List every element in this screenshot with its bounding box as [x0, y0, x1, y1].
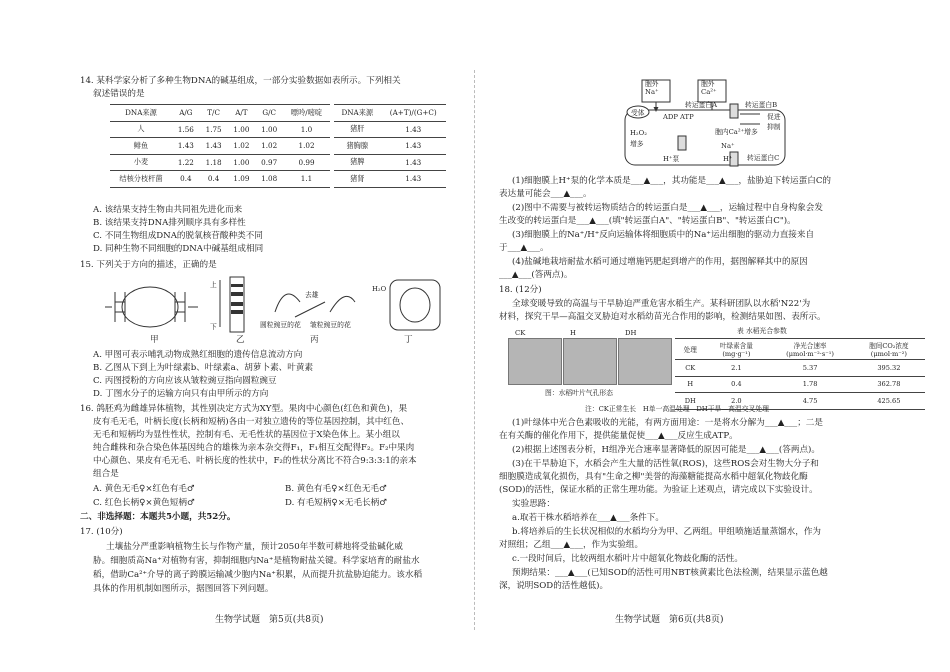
table-header-cell: 处理 — [675, 339, 705, 360]
q15-fig-text-emasculate: 去雄 — [305, 291, 319, 299]
table-cell: 结核分枝杆菌 — [110, 171, 172, 188]
table-cell: 0.4 — [200, 171, 228, 188]
q15-label-bing: 丙 — [310, 335, 319, 345]
table-row — [334, 121, 446, 138]
diagram-adp: ADP — [663, 113, 678, 121]
table-cell: 1.09 — [228, 171, 256, 188]
q14-stem-line1: 14. 某科学家分析了多种生物DNA的碱基组成，一部分实验数据如表所示。下列相关 — [80, 76, 401, 86]
img-label-dh: DH — [625, 329, 637, 337]
q14-stem-line2: 叙述错误的是 — [93, 89, 145, 99]
table-cell: 1.43 — [381, 121, 446, 138]
diagram-inhibit: 抑制 — [767, 123, 781, 131]
q17-part3-line2: 于___▲___。 — [499, 243, 549, 253]
diagram-box-na: 胞外 Na⁺ — [645, 80, 659, 96]
table-cell: H — [675, 376, 705, 393]
right-page — [475, 0, 950, 672]
q18-line4: (3)在干旱胁迫下，水稻会产生大量的活性氧(ROS)，这些ROS会对生物大分子和 — [512, 459, 819, 469]
q14-option-b: B. 该结果支持DNA排列顺序具有多样性 — [93, 218, 246, 228]
table-header-cell: A/G — [172, 105, 200, 122]
q17-line4: 具体的作用机制如图所示，据图回答下列问题。 — [93, 584, 274, 594]
figure-yi-chromatography — [220, 277, 244, 332]
q16-option-c: C. 红色长柄♀×黄色短柄♂ — [93, 498, 195, 508]
q15-option-a: A. 甲图可表示哺乳动物成熟红细胞的遗传信息流动方向 — [93, 350, 303, 360]
q17-part1-line1: (1)细胞膜上H⁺泵的化学本质是___▲___，其功能是___▲___，盐胁迫下转运蛋白C的 — [512, 176, 831, 186]
q18-line1: (1)叶绿体中光合色素吸收的光能，有两方面用途：一是将水分解为___▲___；二是 — [512, 418, 823, 428]
q16-line2: 皮有毛无毛，叶柄长度(长柄和短柄)各由一对独立遗传的等位基因控制，其中红色、 — [93, 417, 410, 427]
img-label-ck: CK — [515, 329, 526, 337]
q17-part2-line2: 生改变的转运蛋白是___▲___(填"转运蛋白A"、"转运蛋白B"、"转运蛋白C")。 — [499, 216, 796, 226]
q15-label-jia: 甲 — [150, 335, 159, 345]
table-cell: 1.1 — [283, 171, 330, 188]
q18-line13: 深，说明SOD的活性越低)。 — [499, 581, 609, 591]
table-cell: 猪肝 — [334, 121, 381, 138]
table-header-cell: DNA来源 — [110, 105, 172, 122]
table-row — [675, 360, 925, 377]
table-row — [110, 154, 330, 171]
table-row — [110, 138, 330, 155]
diagram-atp: ATP — [680, 113, 694, 121]
table-header-row — [334, 105, 446, 122]
q18-line11: c.一段时间后，比较两组水稻叶片中超氧化物歧化酶的活性。 — [512, 554, 743, 564]
table-row — [110, 171, 330, 188]
figure-ding-cell — [390, 280, 440, 330]
table-cell: 1.43 — [381, 171, 446, 188]
img-caption: 图：水稻叶片气孔形态 — [545, 389, 613, 397]
q16-option-d: D. 有毛短柄♀×无毛长柄♂ — [285, 498, 387, 508]
q15-option-b: B. 乙图从下到上为叶绿素b、叶绿素a、胡萝卜素、叶黄素 — [93, 363, 314, 373]
diagram-h2o2: H₂O₂ — [630, 129, 647, 137]
stomata-image-dh — [618, 338, 672, 385]
table-header-row — [675, 339, 925, 360]
q18-table — [675, 338, 925, 410]
q14-table1 — [110, 104, 330, 188]
q15-fig-bottom: 下 — [210, 323, 217, 331]
q16-option-a: A. 黄色无毛♀×红色有毛♂ — [93, 484, 195, 494]
table-cell: 1.02 — [283, 138, 330, 155]
table-cell: 0.99 — [283, 154, 330, 171]
q18-line5: 细胞膜造成氧化损伤，具有"生命之柳"美誉的海藻糖能提高水稻中超氧化物歧化酶 — [499, 472, 808, 482]
q14-option-c: C. 不同生物组成DNA的脱氧核苷酸种类不同 — [93, 231, 263, 241]
table-cell: 1.22 — [172, 154, 200, 171]
table-cell: 1.56 — [172, 121, 200, 138]
diagram-ca-increase: 胞内Ca²⁺增多 — [715, 128, 758, 136]
diagram-receptor: 受体 — [631, 109, 645, 117]
table-cell: 2.1 — [705, 360, 767, 377]
q15-label-yi: 乙 — [236, 335, 245, 345]
diagram-na: Na⁺ — [721, 142, 735, 150]
q16-line5: 中心颜色、果皮有毛无毛、叶柄长度的性状中，F₂的性状分离比不符合9:3:3:1的亲本 — [93, 456, 417, 466]
table-row — [675, 376, 925, 393]
q15-option-d: D. 丁图水分子的运输方向只有由甲所示的方向 — [93, 389, 269, 399]
q17-part4-line2: ___▲___(答两点)。 — [499, 270, 573, 280]
table-header-cell: T/C — [200, 105, 228, 122]
q14-option-d: D. 同种生物不同细胞的DNA中碱基组成相同 — [93, 244, 264, 254]
page-footer-right: 生物学试题 第6页(共8页) — [615, 615, 724, 625]
table-cell: 1.0 — [283, 121, 330, 138]
figure-jia-cycle-diagram — [105, 287, 198, 327]
table-title: 表 水稻光合参数 — [737, 327, 787, 335]
table-cell: 1.43 — [381, 138, 446, 155]
table-header-cell: 胞间CO₂浓度 (μmol·m⁻²) — [853, 339, 925, 360]
table-cell: 1.02 — [228, 138, 256, 155]
table-cell: 1.02 — [255, 138, 283, 155]
q16-line4: 纯合雌株和杂合染色体基因纯合的雄株为亲本杂交得F₁，F₁相互交配得F₂。F₂中果肉 — [93, 443, 415, 453]
q17-part1-line2: 表达量可能会___▲___。 — [499, 189, 592, 199]
q18-line2: 在有关酶的催化作用下，提供能量促使___▲___反应生成ATP。 — [499, 431, 738, 441]
diagram-h: H⁺ — [723, 155, 733, 163]
table-header-cell: 净光合速率 (μmol·m⁻²·s⁻¹) — [767, 339, 852, 360]
page-footer-left: 生物学试题 第5页(共8页) — [215, 615, 324, 625]
table-cell: 395.32 — [853, 360, 925, 377]
q15-label-ding: 丁 — [404, 335, 413, 345]
q16-line1: 16. 鸽胚鸡为雌雄异体植物，其性别决定方式为XY型。果肉中心颜色(红色和黄色)，果 — [80, 404, 408, 414]
table-cell: 猪肾 — [334, 171, 381, 188]
table-cell: 4.75 — [767, 393, 852, 410]
table-header-cell: (A+T)/(G+C) — [381, 105, 446, 122]
q15-fig-caption2: 皱粒豌豆的花 — [310, 321, 351, 329]
q15-fig-caption1: 圆粒豌豆的花 — [260, 321, 301, 329]
table-cell: 1.78 — [767, 376, 852, 393]
q18-intro-line1: 全球变暖导致的高温与干旱胁迫严重危害水稻生产。某科研团队以水稻'N22'为 — [512, 299, 811, 309]
table-cell: 1.00 — [228, 154, 256, 171]
q18-note: 注：CK正常生长 H单一高温处理 DH干旱—高温交叉处理 — [585, 405, 769, 413]
table-cell: 362.78 — [853, 376, 925, 393]
table-cell: 1.00 — [228, 121, 256, 138]
q16-option-b: B. 黄色有毛♀×红色无毛♂ — [285, 484, 387, 494]
q17-part3-line1: (3)细胞膜上的Na⁺/H⁺反向运输体将细胞质中的Na⁺运出细胞的驱动力直接来自 — [512, 230, 815, 240]
diagram-hpump: H⁺泵 — [663, 155, 680, 163]
diagram-increase: 增多 — [630, 140, 644, 148]
section-heading: 二、非选择题：本题共5小题，共52分。 — [80, 512, 236, 522]
q16-line3: 无毛和短柄均为显性性状，控制有毛、无毛性状的基因位于X染色体上。某小组以 — [93, 430, 400, 440]
table-cell: 0.4 — [172, 171, 200, 188]
table-cell: 猪脾 — [334, 154, 381, 171]
table-header-cell: A/T — [228, 105, 256, 122]
table-cell: 1.18 — [200, 154, 228, 171]
q18-line7: 实验思路： — [512, 499, 555, 509]
table-cell: 1.00 — [255, 121, 283, 138]
table-cell: 1.43 — [381, 154, 446, 171]
q17-part4-line1: (4)盐碱地栽培耐盐水稻可通过增施钙肥起到增产的作用，据图解释其中的原因 — [512, 257, 808, 267]
q15-fig-top: 上 — [210, 281, 217, 289]
table-cell: CK — [675, 360, 705, 377]
q18-line9: b.将培养后的生长状况相似的水稻均分为甲、乙两组。甲组喷施适量蒸馏水，作为 — [512, 527, 822, 537]
img-label-h: H — [570, 329, 576, 337]
table-cell: 1.08 — [255, 171, 283, 188]
table-cell: DH — [675, 393, 705, 410]
table-cell: 鲱鱼 — [110, 138, 172, 155]
q17-line3: 稻，借助Ca²⁺介导的离子跨膜运输减少胞内Na⁺积累，从而提升抗盐胁迫能力。该水稻 — [93, 570, 423, 580]
q18-line3: (2)根据上述图表分析，H组净光合速率显著降低的原因可能是___▲___(答两点)。 — [512, 445, 820, 455]
q17-line2: 胁。细胞质高Na⁺对植物有害，抑制细胞内Na⁺是植物耐盐关键。科学家培育的耐盐水 — [93, 556, 420, 566]
table-header-row — [110, 105, 330, 122]
diagram-promote: 促进 — [767, 113, 781, 121]
table-header-cell: DNA来源 — [334, 105, 381, 122]
q18-heading: 18. (12分) — [499, 285, 542, 295]
table-row — [334, 138, 446, 155]
stomata-image-ck — [508, 338, 562, 385]
table-header-cell: 叶绿素含量 (mg·g⁻¹) — [705, 339, 767, 360]
table-row — [334, 154, 446, 171]
q18-line6: (SOD)的活性，保证水稻的正常生理功能。为验证上述观点，请完成以下实验设计。 — [499, 485, 818, 495]
table-cell: 猪胸腺 — [334, 138, 381, 155]
table-row — [110, 121, 330, 138]
diagram-protein-a: 转运蛋白A — [685, 101, 718, 109]
q18-intro-line2: 材料，探究干旱—高温交叉胁迫对水稻幼苗光合作用的影响，检测结果如图、表所示。 — [499, 312, 826, 322]
q18-line12: 预期结果：___▲___(已知SOD的活性可用NBT核黄素比色法检测，结果显示蓝色越 — [512, 568, 828, 578]
table-cell: 425.65 — [853, 393, 925, 410]
table-header-cell: 嘌呤/嘧啶 — [283, 105, 330, 122]
table-cell: 1.43 — [172, 138, 200, 155]
table-cell: 0.4 — [705, 376, 767, 393]
q17-heading: 17. (10分) — [80, 527, 123, 537]
table-cell: 2.0 — [705, 393, 767, 410]
diagram-box-ca: 胞外 Ca²⁺ — [701, 80, 717, 96]
q16-line6: 组合是 — [93, 469, 119, 479]
diagram-protein-b: 转运蛋白B — [745, 101, 778, 109]
q14-option-a: A. 该结果支持生物由共同祖先进化而来 — [93, 205, 243, 215]
q18-line8: a.取若干株水稻培养在___▲___条件下。 — [512, 513, 664, 523]
q14-table2 — [334, 104, 446, 188]
table-cell: 5.37 — [767, 360, 852, 377]
q15-option-c: C. 丙图授粉的方向应该从皱粒豌豆指向圆粒豌豆 — [93, 376, 277, 386]
table-cell: 人 — [110, 121, 172, 138]
stomata-image-h — [563, 338, 617, 385]
diagram-protein-c: 转运蛋白C — [747, 154, 780, 162]
table-cell: 1.43 — [200, 138, 228, 155]
table-row — [334, 171, 446, 188]
q15-stem: 15. 下列关于方向的描述，正确的是 — [80, 260, 217, 270]
q17-line1: 土壤盐分严重影响植物生长与作物产量，预计2050年半数可耕地将受盐碱化威 — [106, 542, 403, 552]
table-cell: 小麦 — [110, 154, 172, 171]
q15-fig-text-h2o: H₂O — [372, 285, 387, 293]
q17-part2-line1: (2)图中不需要与被转运物质结合的转运蛋白是___▲___，运输过程中自身构象会发 — [512, 203, 823, 213]
table-header-cell: G/C — [255, 105, 283, 122]
table-cell: 0.97 — [255, 154, 283, 171]
table-cell: 1.75 — [200, 121, 228, 138]
q18-line10: 对照组；乙组___▲___，作为实验组。 — [499, 540, 644, 550]
